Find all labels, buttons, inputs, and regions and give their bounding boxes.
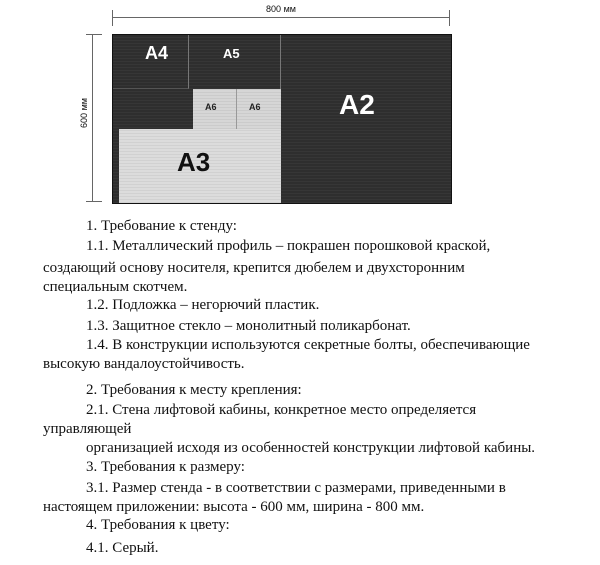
cell-a3 — [119, 129, 281, 203]
height-dimension-tick-bottom — [86, 201, 102, 202]
width-dimension-label-wrap — [112, 4, 450, 14]
cell-a6-left — [193, 89, 237, 129]
section-2-heading: 2. Требования к месту крепления: — [86, 382, 302, 398]
section-4-heading: 4. Требования к цвету: — [86, 517, 230, 533]
height-dimension-label-wrap — [79, 73, 89, 153]
item-3-1-line-1: 3.1. Размер стенда - в соответствии с размерами, приведенными в — [86, 480, 506, 496]
cell-a4 — [113, 35, 189, 89]
item-1-2: 1.2. Подложка – негорючий пластик. — [86, 297, 320, 313]
height-dimension — [80, 34, 102, 202]
item-1-1-line-3: специальным скотчем. — [43, 279, 188, 295]
item-2-1-line-3: организацией исходя из особенностей конструкции лифтовой кабины. — [86, 440, 536, 456]
cell-a6-right-label: A6 — [249, 102, 261, 112]
cell-a6-right — [237, 89, 281, 129]
item-1-4-line-1: 1.4. В конструкции используются секретные болты, обеспечивающие — [86, 337, 530, 353]
width-dimension-label: 800 мм — [262, 4, 300, 14]
item-1-3: 1.3. Защитное стекло – монолитный поликарбонат. — [86, 318, 411, 334]
item-1-4-line-2: высокую вандалоустойчивость. — [43, 356, 245, 372]
stand-layout-diagram — [112, 34, 452, 204]
cell-a3-label: A3 — [177, 147, 211, 177]
item-1-1-line-1: 1.1. Металлический профиль – покрашен порошковой краской, — [86, 238, 491, 254]
width-dimension — [112, 4, 450, 24]
cell-a4-label: A4 — [145, 43, 169, 63]
item-3-1-line-2: настоящем приложении: высота - 600 мм, ширина - 800 мм. — [43, 499, 425, 515]
item-2-1-line-2: управляющей — [43, 421, 132, 437]
section-1-heading: 1. Требование к стенду: — [86, 218, 237, 234]
section-3-heading: 3. Требования к размеру: — [86, 459, 245, 475]
cell-a5 — [189, 35, 281, 89]
item-4-1: 4.1. Серый. — [86, 540, 159, 556]
width-dimension-line — [112, 17, 450, 18]
item-1-1-line-2: создающий основу носителя, крепится дюбелем и двухсторонним — [43, 260, 465, 276]
cell-a6-left-label: A6 — [205, 102, 217, 112]
cell-a2-label: A2 — [339, 89, 375, 120]
item-2-1-line-1: 2.1. Стена лифтовой кабины, конкретное место определяется — [86, 402, 477, 418]
height-dimension-line — [92, 34, 93, 202]
height-dimension-tick-top — [86, 34, 102, 35]
height-dimension-label: 600 мм — [79, 95, 89, 131]
cell-a5-label: A5 — [223, 46, 240, 61]
